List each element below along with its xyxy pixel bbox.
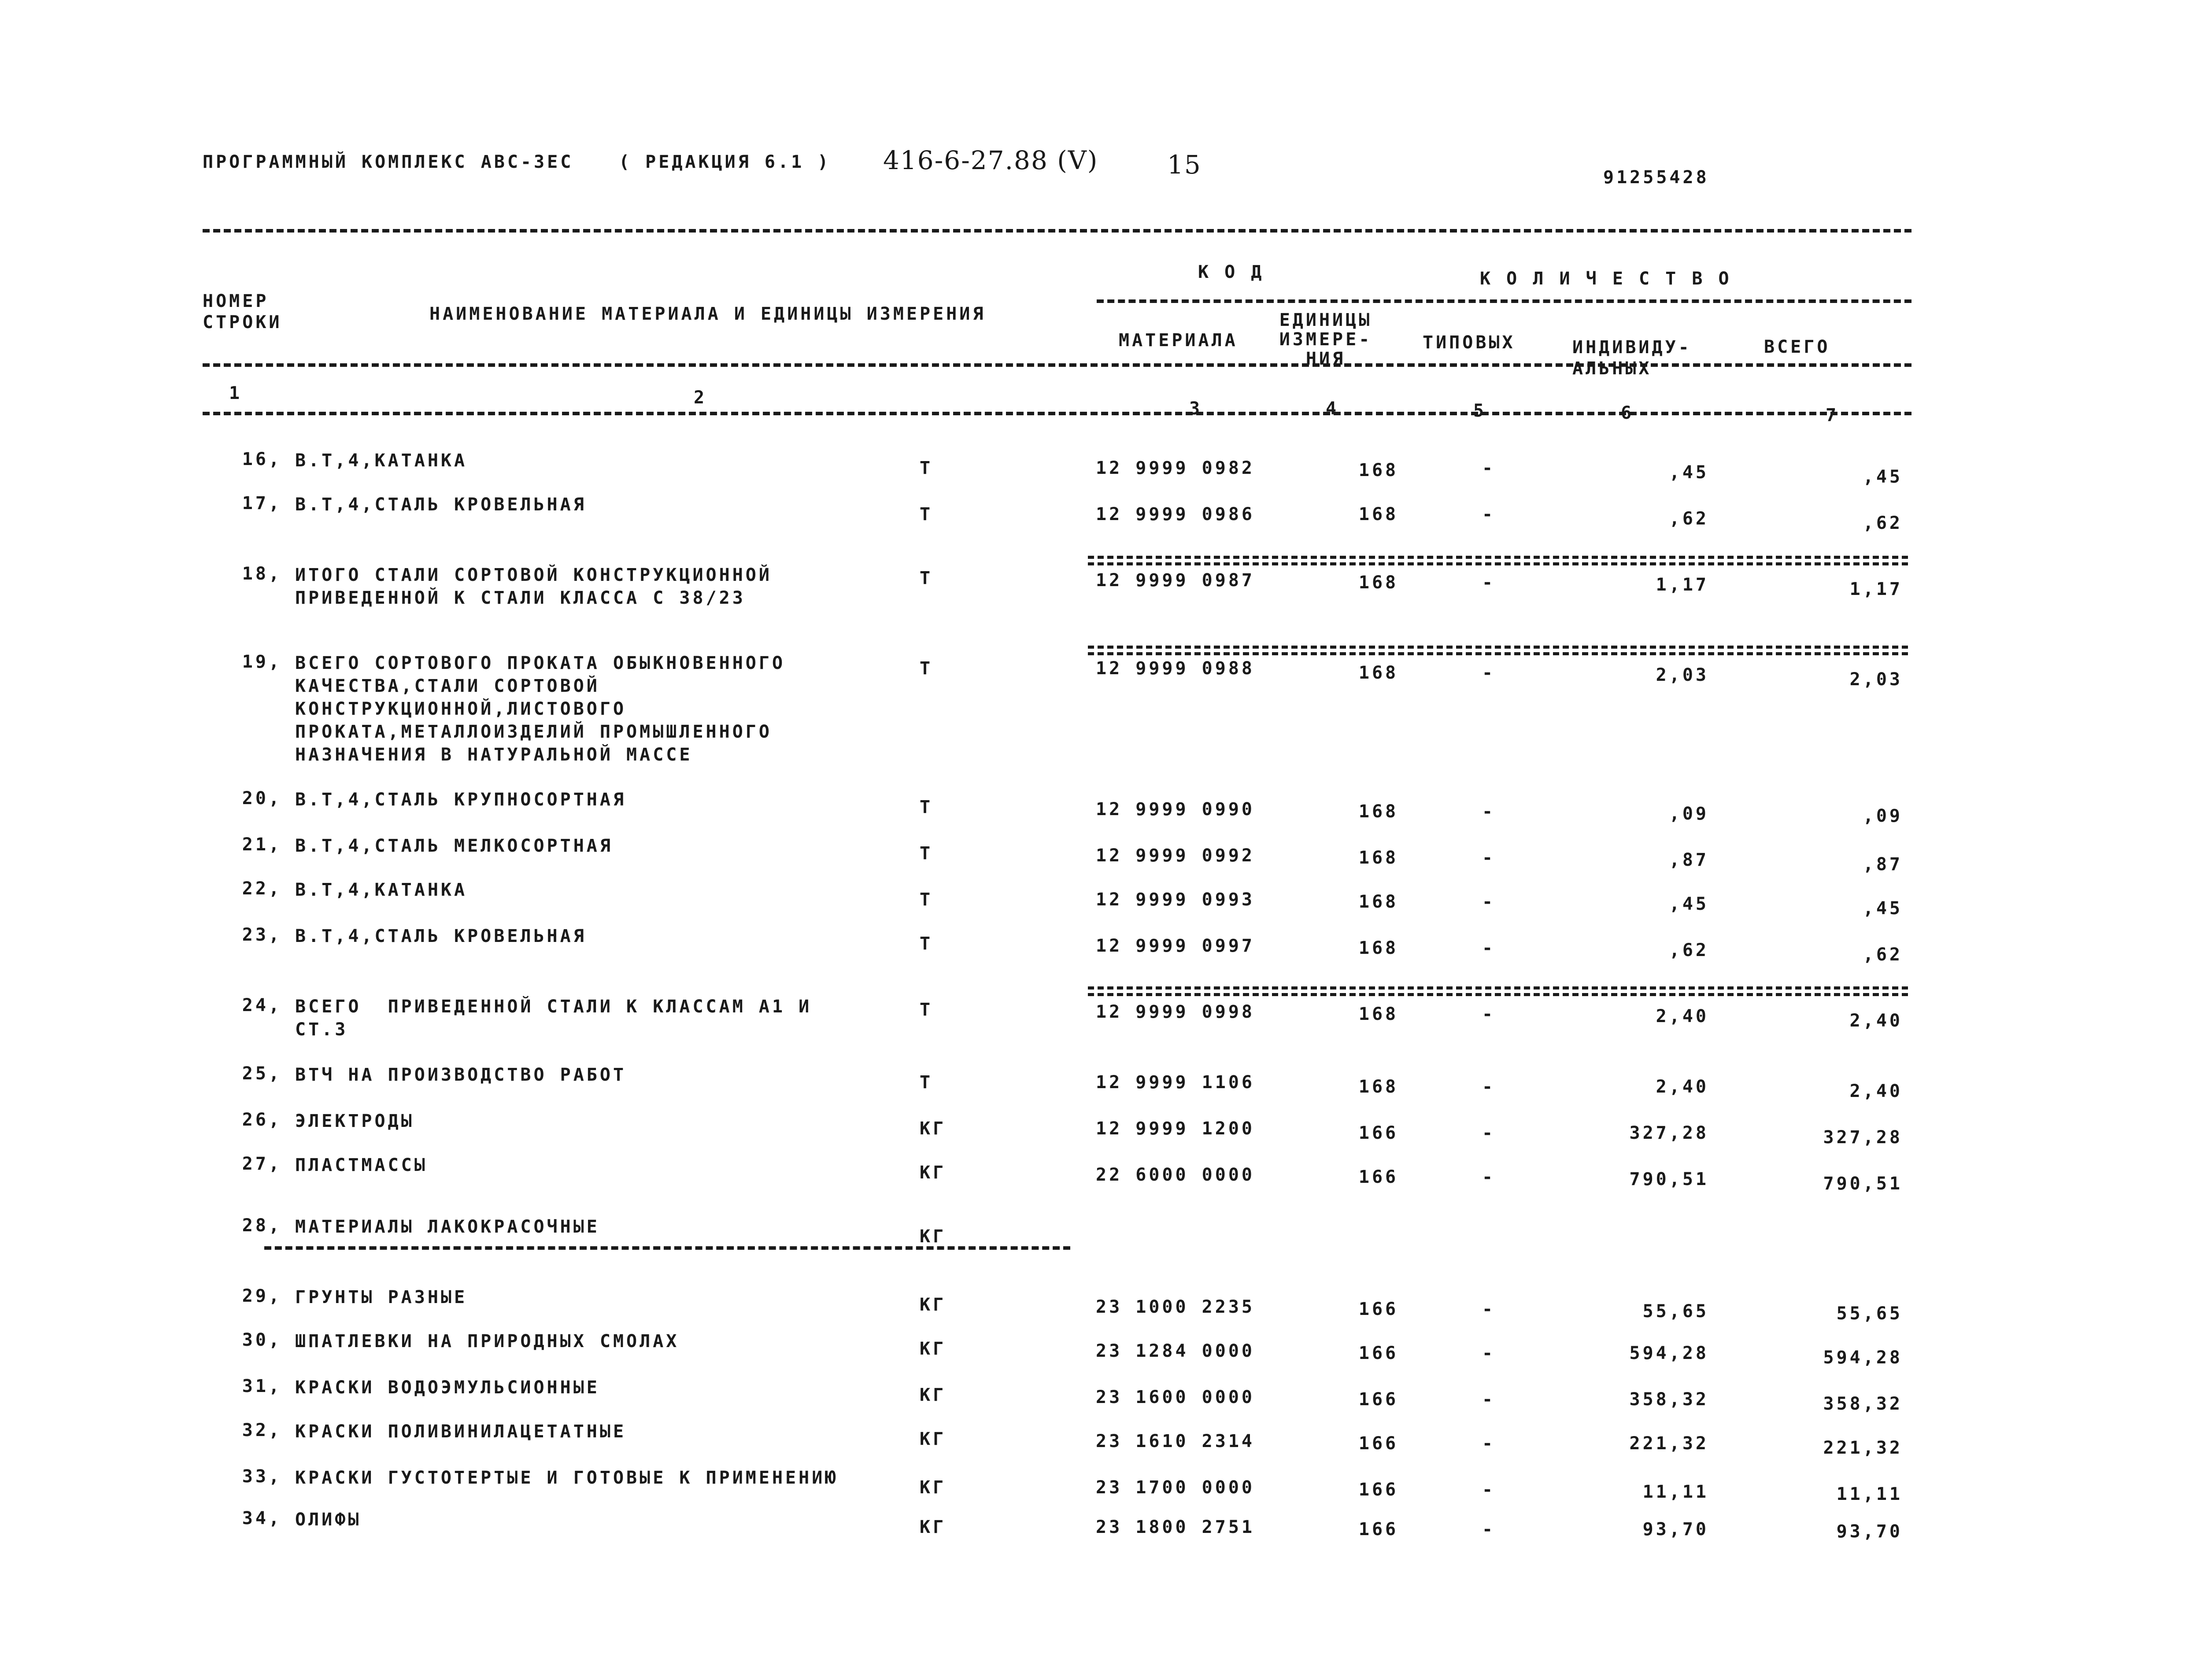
col-number-1: 1: [229, 383, 243, 403]
material-code: 12 9999 0988: [1096, 658, 1255, 679]
row-number: 18,: [242, 564, 282, 584]
unit-code: 166: [1358, 1343, 1399, 1363]
individual-qty: 2,40: [1656, 1077, 1709, 1097]
unit: Т: [920, 1000, 933, 1020]
unit: Т: [920, 934, 933, 954]
col-number-4: 4: [1326, 399, 1339, 419]
unit: Т: [920, 458, 933, 478]
unit: Т: [920, 504, 933, 524]
unit: КГ: [920, 1477, 946, 1498]
unit-code: 168: [1358, 848, 1399, 868]
document-number: 91255428: [1603, 167, 1709, 188]
individual-qty: 2,03: [1656, 665, 1709, 685]
unit: КГ: [920, 1226, 946, 1247]
unit-code: 168: [1358, 938, 1399, 958]
row-number: 27,: [242, 1154, 282, 1174]
unit: КГ: [920, 1385, 946, 1405]
subtotal-rule-18: [1088, 556, 1911, 565]
material-name: ВСЕГО ПРИВЕДЕННОЙ СТАЛИ К КЛАССАМ А1 И СТ.3: [295, 997, 812, 1040]
total-qty: 327,28: [1823, 1127, 1903, 1148]
row-number: 29,: [242, 1286, 282, 1306]
total-qty: 2,03: [1849, 669, 1903, 690]
row-number: 26,: [242, 1110, 282, 1130]
material-name: В.Т,4,КАТАНКА: [295, 450, 468, 471]
material-name: КРАСКИ ВОДОЭМУЛЬСИОННЫЕ: [295, 1377, 600, 1398]
material-name: ПЛАСТМАССЫ: [295, 1155, 428, 1175]
material-name: ШПАТЛЕВКИ НА ПРИРОДНЫХ СМОЛАХ: [295, 1331, 680, 1351]
program-title: ПРОГРАММНЫЙ КОМПЛЕКС АВС-ЗЕС: [203, 152, 574, 172]
total-qty: 221,32: [1823, 1438, 1903, 1458]
row-number: 24,: [242, 995, 282, 1015]
col-total-header: ВСЕГО: [1764, 337, 1830, 357]
unit-code: 168: [1358, 892, 1399, 912]
row-number: 23,: [242, 925, 282, 945]
total-qty: 2,40: [1849, 1011, 1903, 1031]
total-qty: 790,51: [1823, 1174, 1903, 1194]
total-qty: ,45: [1863, 467, 1903, 487]
unit: Т: [920, 568, 933, 588]
typical-qty: -: [1482, 1343, 1496, 1363]
col-number-6: 6: [1621, 403, 1634, 423]
individual-qty: 327,28: [1629, 1123, 1709, 1143]
typical-qty: -: [1482, 892, 1496, 912]
material-name: ИТОГО СТАЛИ СОРТОВОЙ КОНСТРУКЦИОННОЙ ПРИВЕДЕННОЙ К СТАЛИ КЛАССА С 38/23: [295, 565, 772, 608]
unit-code: 166: [1358, 1433, 1399, 1454]
col-typical-header: ТИПОВЫХ: [1423, 332, 1516, 353]
total-qty: ,62: [1863, 513, 1903, 533]
row-number: 21,: [242, 834, 282, 855]
individual-qty: 2,40: [1656, 1006, 1709, 1026]
material-name: КРАСКИ ГУСТОТЕРТЫЕ И ГОТОВЫЕ К ПРИМЕНЕНИЮ: [295, 1468, 839, 1488]
row-number: 30,: [242, 1330, 282, 1350]
unit-code: 166: [1358, 1480, 1399, 1500]
material-name: В.Т,4,СТАЛЬ КРУПНОСОРТНАЯ: [295, 790, 627, 810]
total-qty: 11,11: [1836, 1484, 1903, 1504]
material-name: ГРУНТЫ РАЗНЫЕ: [295, 1287, 468, 1307]
material-code: 12 9999 0986: [1096, 504, 1255, 524]
material-code: 23 1000 2235: [1096, 1297, 1255, 1317]
typical-qty: -: [1482, 1480, 1496, 1500]
typical-qty: -: [1482, 1299, 1496, 1319]
material-code: 22 6000 0000: [1096, 1165, 1255, 1185]
material-name: ВТЧ НА ПРОИЗВОДСТВО РАБОТ: [295, 1065, 627, 1085]
unit-code: 168: [1358, 504, 1399, 524]
typical-qty: -: [1482, 504, 1496, 524]
total-qty: 594,28: [1823, 1348, 1903, 1368]
material-name: ВСЕГО СОРТОВОГО ПРОКАТА ОБЫКНОВЕННОГО КАЧЕСТВА,СТАЛИ СОРТОВОЙ КОНСТРУКЦИОННОЙ,ЛИСТОВОГО ПРОКАТА,МЕТАЛЛОИЗДЕЛИЙ ПРОМЫШЛЕННОГО НАЗНАЧЕНИЯ В НАТУРАЛЬНОЙ МАССЕ: [295, 653, 786, 765]
total-qty: ,09: [1863, 806, 1903, 826]
individual-qty: 790,51: [1629, 1169, 1709, 1189]
material-name: В.Т,4,СТАЛЬ МЕЛКОСОРТНАЯ: [295, 836, 613, 856]
typical-qty: -: [1482, 1077, 1496, 1097]
unit: КГ: [920, 1119, 946, 1139]
typical-qty: -: [1482, 1123, 1496, 1143]
material-code: 23 1610 2314: [1096, 1431, 1255, 1451]
total-qty: 1,17: [1849, 579, 1903, 599]
subtotal-rule-24: [1088, 986, 1911, 996]
col-row-no-header: НОМЕР СТРОКИ: [203, 291, 282, 332]
typical-qty: -: [1482, 663, 1496, 683]
page-number: 15: [1167, 150, 1202, 180]
unit: КГ: [920, 1163, 946, 1183]
material-name: ЭЛЕКТРОДЫ: [295, 1111, 414, 1131]
unit-code: 166: [1358, 1389, 1399, 1410]
individual-qty: 358,32: [1629, 1389, 1709, 1410]
individual-qty: 221,32: [1629, 1433, 1709, 1454]
typical-qty: -: [1482, 1004, 1496, 1024]
individual-qty: ,45: [1669, 894, 1709, 914]
row-number: 17,: [242, 493, 282, 513]
header-top-rule: [203, 229, 1911, 233]
material-code: 12 9999 0987: [1096, 570, 1255, 591]
individual-qty: 55,65: [1642, 1301, 1709, 1322]
row-number: 28,: [242, 1215, 282, 1236]
material-code: 12 9999 0997: [1096, 936, 1255, 956]
individual-qty: 1,17: [1656, 575, 1709, 595]
typical-qty: -: [1482, 1519, 1496, 1540]
typical-qty: -: [1482, 1167, 1496, 1187]
individual-qty: ,62: [1669, 940, 1709, 960]
typical-qty: -: [1482, 848, 1496, 868]
col-number-5: 5: [1473, 401, 1487, 421]
unit-code: 168: [1358, 572, 1399, 593]
total-qty: 93,70: [1836, 1521, 1903, 1542]
unit-code: 168: [1358, 801, 1399, 822]
col-number-3: 3: [1189, 399, 1203, 419]
unit: Т: [920, 658, 933, 679]
typical-qty: -: [1482, 938, 1496, 958]
material-name: КРАСКИ ПОЛИВИНИЛАЦЕТАТНЫЕ: [295, 1422, 627, 1442]
typical-qty: -: [1482, 572, 1496, 593]
material-code: 12 9999 1106: [1096, 1072, 1255, 1093]
row-number: 22,: [242, 879, 282, 899]
col-number-2: 2: [694, 388, 707, 408]
material-name: В.Т,4,КАТАНКА: [295, 880, 468, 900]
section-rule-28: [264, 1246, 1070, 1250]
total-qty: 358,32: [1823, 1394, 1903, 1414]
unit-code: 166: [1358, 1123, 1399, 1143]
row-number: 31,: [242, 1376, 282, 1396]
material-name: В.Т,4,СТАЛЬ КРОВЕЛЬНАЯ: [295, 926, 587, 946]
individual-qty: 11,11: [1642, 1482, 1709, 1502]
unit-code: 168: [1358, 460, 1399, 480]
subtotal-rule-19: [1088, 646, 1911, 655]
unit: КГ: [920, 1429, 946, 1449]
row-number: 16,: [242, 449, 282, 469]
material-code: 23 1700 0000: [1096, 1477, 1255, 1498]
unit: КГ: [920, 1295, 946, 1315]
col-unit-code-header: ЕДИНИЦЫ ИЗМЕРЕ- НИЯ: [1279, 310, 1372, 369]
unit-code: 168: [1358, 1004, 1399, 1024]
individual-qty: ,45: [1669, 462, 1709, 483]
material-name: МАТЕРИАЛЫ ЛАКОКРАСОЧНЫЕ: [295, 1217, 600, 1237]
typical-qty: -: [1482, 458, 1496, 478]
col-qty-group-header: К О Л И Ч Е С Т В О: [1480, 269, 1732, 289]
edition-label: ( РЕДАКЦИЯ 6.1 ): [619, 152, 831, 172]
col-number-7: 7: [1826, 405, 1839, 425]
material-code: 12 9999 0990: [1096, 799, 1255, 820]
row-number: 33,: [242, 1466, 282, 1487]
typical-qty: -: [1482, 801, 1496, 822]
individual-qty: ,87: [1669, 850, 1709, 870]
code-subheader-rule: [1097, 299, 1911, 303]
col-material-header: МАТЕРИАЛА: [1119, 330, 1238, 351]
col-individual-header: ИНДИВИДУ- АЛЬНЫХ: [1572, 337, 1692, 379]
unit: КГ: [920, 1339, 946, 1359]
material-name: В.Т,4,СТАЛЬ КРОВЕЛЬНАЯ: [295, 495, 587, 515]
material-code: 23 1600 0000: [1096, 1387, 1255, 1407]
material-code: 12 9999 0993: [1096, 890, 1255, 910]
individual-qty: ,09: [1669, 804, 1709, 824]
material-code: 12 9999 1200: [1096, 1119, 1255, 1139]
material-name: ОЛИФЫ: [295, 1510, 362, 1530]
individual-qty: ,62: [1669, 509, 1709, 529]
material-code: 23 1284 0000: [1096, 1341, 1255, 1361]
unit: Т: [920, 797, 933, 817]
unit-code: 168: [1358, 1077, 1399, 1097]
row-number: 19,: [242, 652, 282, 672]
material-code: 12 9999 0992: [1096, 846, 1255, 866]
row-number: 32,: [242, 1420, 282, 1440]
col-name-header: НАИМЕНОВАНИЕ МАТЕРИАЛА И ЕДИНИЦЫ ИЗМЕРЕНИЯ: [429, 304, 986, 324]
total-qty: ,62: [1863, 945, 1903, 965]
unit-code: 166: [1358, 1167, 1399, 1187]
individual-qty: 594,28: [1629, 1343, 1709, 1363]
material-code: 23 1800 2751: [1096, 1517, 1255, 1537]
typical-qty: -: [1482, 1389, 1496, 1410]
unit: Т: [920, 890, 933, 910]
row-number: 20,: [242, 788, 282, 809]
individual-qty: 93,70: [1642, 1519, 1709, 1540]
total-qty: ,45: [1863, 898, 1903, 919]
unit-code: 168: [1358, 663, 1399, 683]
unit: Т: [920, 1072, 933, 1093]
unit-code: 166: [1358, 1519, 1399, 1540]
unit-code: 166: [1358, 1299, 1399, 1319]
material-code: 12 9999 0998: [1096, 1002, 1255, 1022]
unit: КГ: [920, 1517, 946, 1537]
handwritten-code: 416-6-27.88 (V): [883, 145, 1098, 175]
material-code: 12 9999 0982: [1096, 458, 1255, 478]
typical-qty: -: [1482, 1433, 1496, 1454]
row-number: 25,: [242, 1063, 282, 1084]
col-code-group-header: К О Д: [1198, 262, 1264, 282]
row-number: 34,: [242, 1508, 282, 1529]
header-bottom-rule: [203, 412, 1911, 415]
total-qty: ,87: [1863, 854, 1903, 875]
total-qty: 2,40: [1849, 1081, 1903, 1101]
total-qty: 55,65: [1836, 1303, 1903, 1324]
unit: Т: [920, 843, 933, 864]
